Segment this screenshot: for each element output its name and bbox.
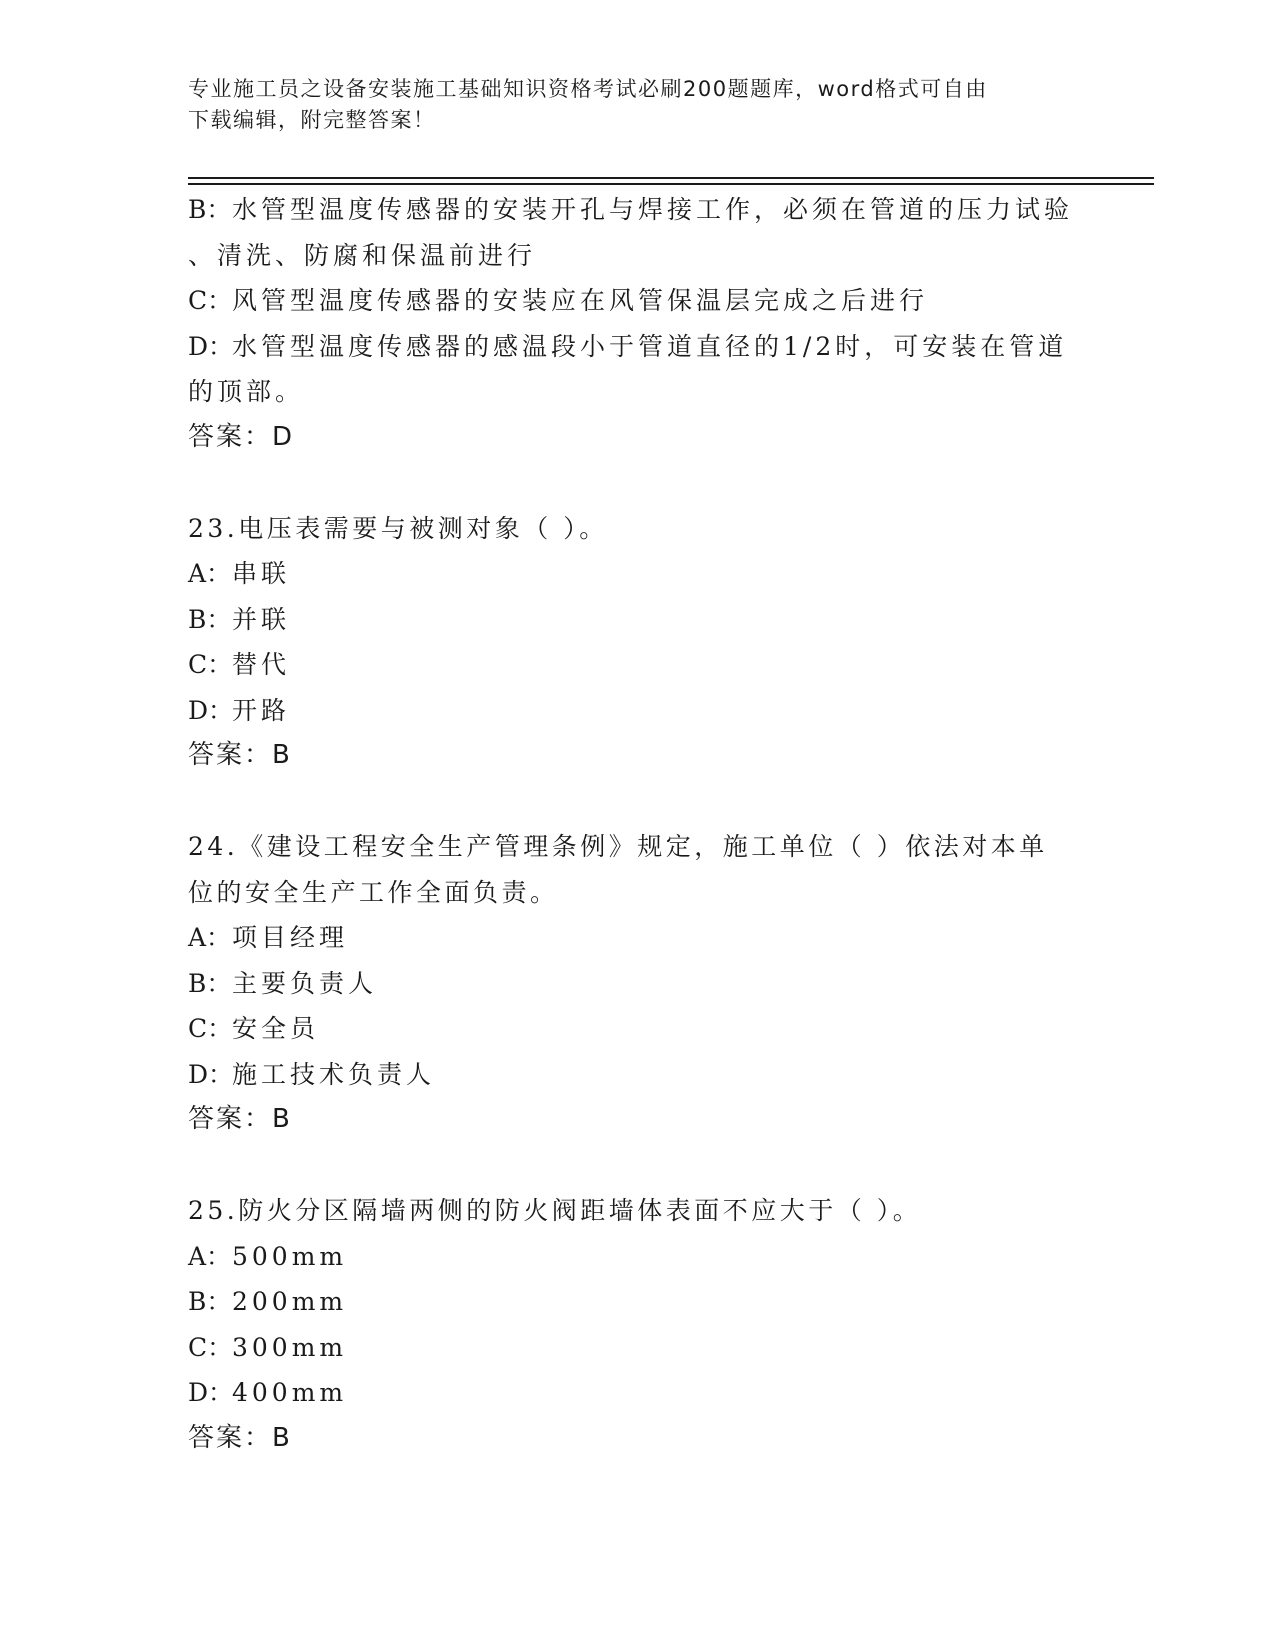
- question-stem-continued: 位的安全生产工作全面负责。: [188, 877, 559, 907]
- header-line-2: 下载编辑，附完整答案！: [188, 108, 436, 132]
- document-header: [188, 74, 1068, 136]
- option-c: [188, 1325, 1088, 1371]
- spacer: [188, 1143, 1088, 1189]
- option-letter: B：: [188, 604, 232, 634]
- option-letter: C：: [188, 1332, 233, 1362]
- option-b: [188, 1279, 1088, 1325]
- question-25: [188, 1188, 1088, 1461]
- header-rule-bottom: [188, 183, 1154, 185]
- answer-line: 答案：B: [188, 1422, 292, 1453]
- option-letter: A：: [188, 559, 232, 588]
- option-a: [188, 915, 1088, 961]
- spacer: [188, 779, 1088, 825]
- question-stem: 23.电压表需要与被测对象（ ）。: [188, 513, 608, 543]
- question-24: [188, 824, 1088, 1143]
- option-d: [188, 688, 1088, 734]
- option-text: 安全员: [232, 1014, 320, 1043]
- question-stem: 24.《建设工程安全生产管理条例》规定，施工单位（ ）依法对本单: [188, 832, 1048, 861]
- option-text: 替代: [232, 650, 291, 679]
- option-text: 项目经理: [232, 923, 349, 952]
- answer-line: 答案：B: [188, 1104, 292, 1134]
- option-b-continued: 、清洗、防腐和保温前进行: [188, 240, 537, 270]
- header-rule-top: [188, 177, 1154, 179]
- option-letter: C：: [188, 650, 233, 679]
- option-text: 并联: [232, 604, 291, 634]
- option-letter: A：: [188, 1241, 232, 1271]
- option-c: [188, 1006, 1088, 1052]
- answer-line: 答案：D: [188, 421, 295, 452]
- question-carryover: [188, 187, 1088, 460]
- option-d: [188, 324, 1088, 370]
- question-stem: 25.防火分区隔墙两侧的防火阀距墙体表面不应大于（ ）。: [188, 1196, 922, 1225]
- option-letter: D：: [188, 695, 234, 725]
- spacer: [188, 460, 1088, 506]
- option-c: [188, 278, 1088, 324]
- option-b: [188, 187, 1088, 233]
- option-b: [188, 597, 1088, 643]
- option-text: 风管型温度传感器的安装应在风管保温层完成之后进行: [232, 286, 929, 315]
- option-c: [188, 642, 1088, 688]
- option-d: [188, 1052, 1088, 1098]
- option-letter: B：: [188, 968, 232, 998]
- option-letter: C：: [188, 1014, 233, 1043]
- option-text: 主要负责人: [232, 968, 378, 998]
- option-text: 400mm: [232, 1378, 348, 1407]
- option-d-continued: 的顶部。: [188, 377, 305, 406]
- option-letter: D：: [188, 1378, 234, 1407]
- document-body: [188, 187, 1088, 1461]
- option-text: 串联: [232, 559, 291, 588]
- option-b: [188, 961, 1088, 1007]
- option-letter: D：: [188, 331, 234, 361]
- option-text: 施工技术负责人: [232, 1059, 436, 1089]
- option-letter: A：: [188, 923, 232, 952]
- option-letter: B：: [188, 1287, 232, 1316]
- option-letter: B：: [188, 195, 232, 224]
- option-text: 500mm: [232, 1241, 348, 1271]
- option-text: 水管型温度传感器的安装开孔与焊接工作，必须在管道的压力试验: [232, 195, 1074, 224]
- option-letter: C：: [188, 286, 233, 315]
- option-d: [188, 1370, 1088, 1416]
- option-text: 300mm: [232, 1332, 348, 1362]
- question-23: [188, 506, 1088, 779]
- option-text: 200mm: [232, 1287, 348, 1316]
- option-letter: D：: [188, 1059, 234, 1089]
- header-line-1: 专业施工员之设备安装施工基础知识资格考试必刷200题题库，word格式可自由: [188, 77, 988, 101]
- option-text: 水管型温度传感器的感温段小于管道直径的1/2时，可安装在管道: [232, 331, 1068, 361]
- option-a: [188, 551, 1088, 597]
- option-text: 开路: [232, 695, 291, 725]
- option-a: [188, 1234, 1088, 1280]
- answer-line: 答案：B: [188, 740, 292, 770]
